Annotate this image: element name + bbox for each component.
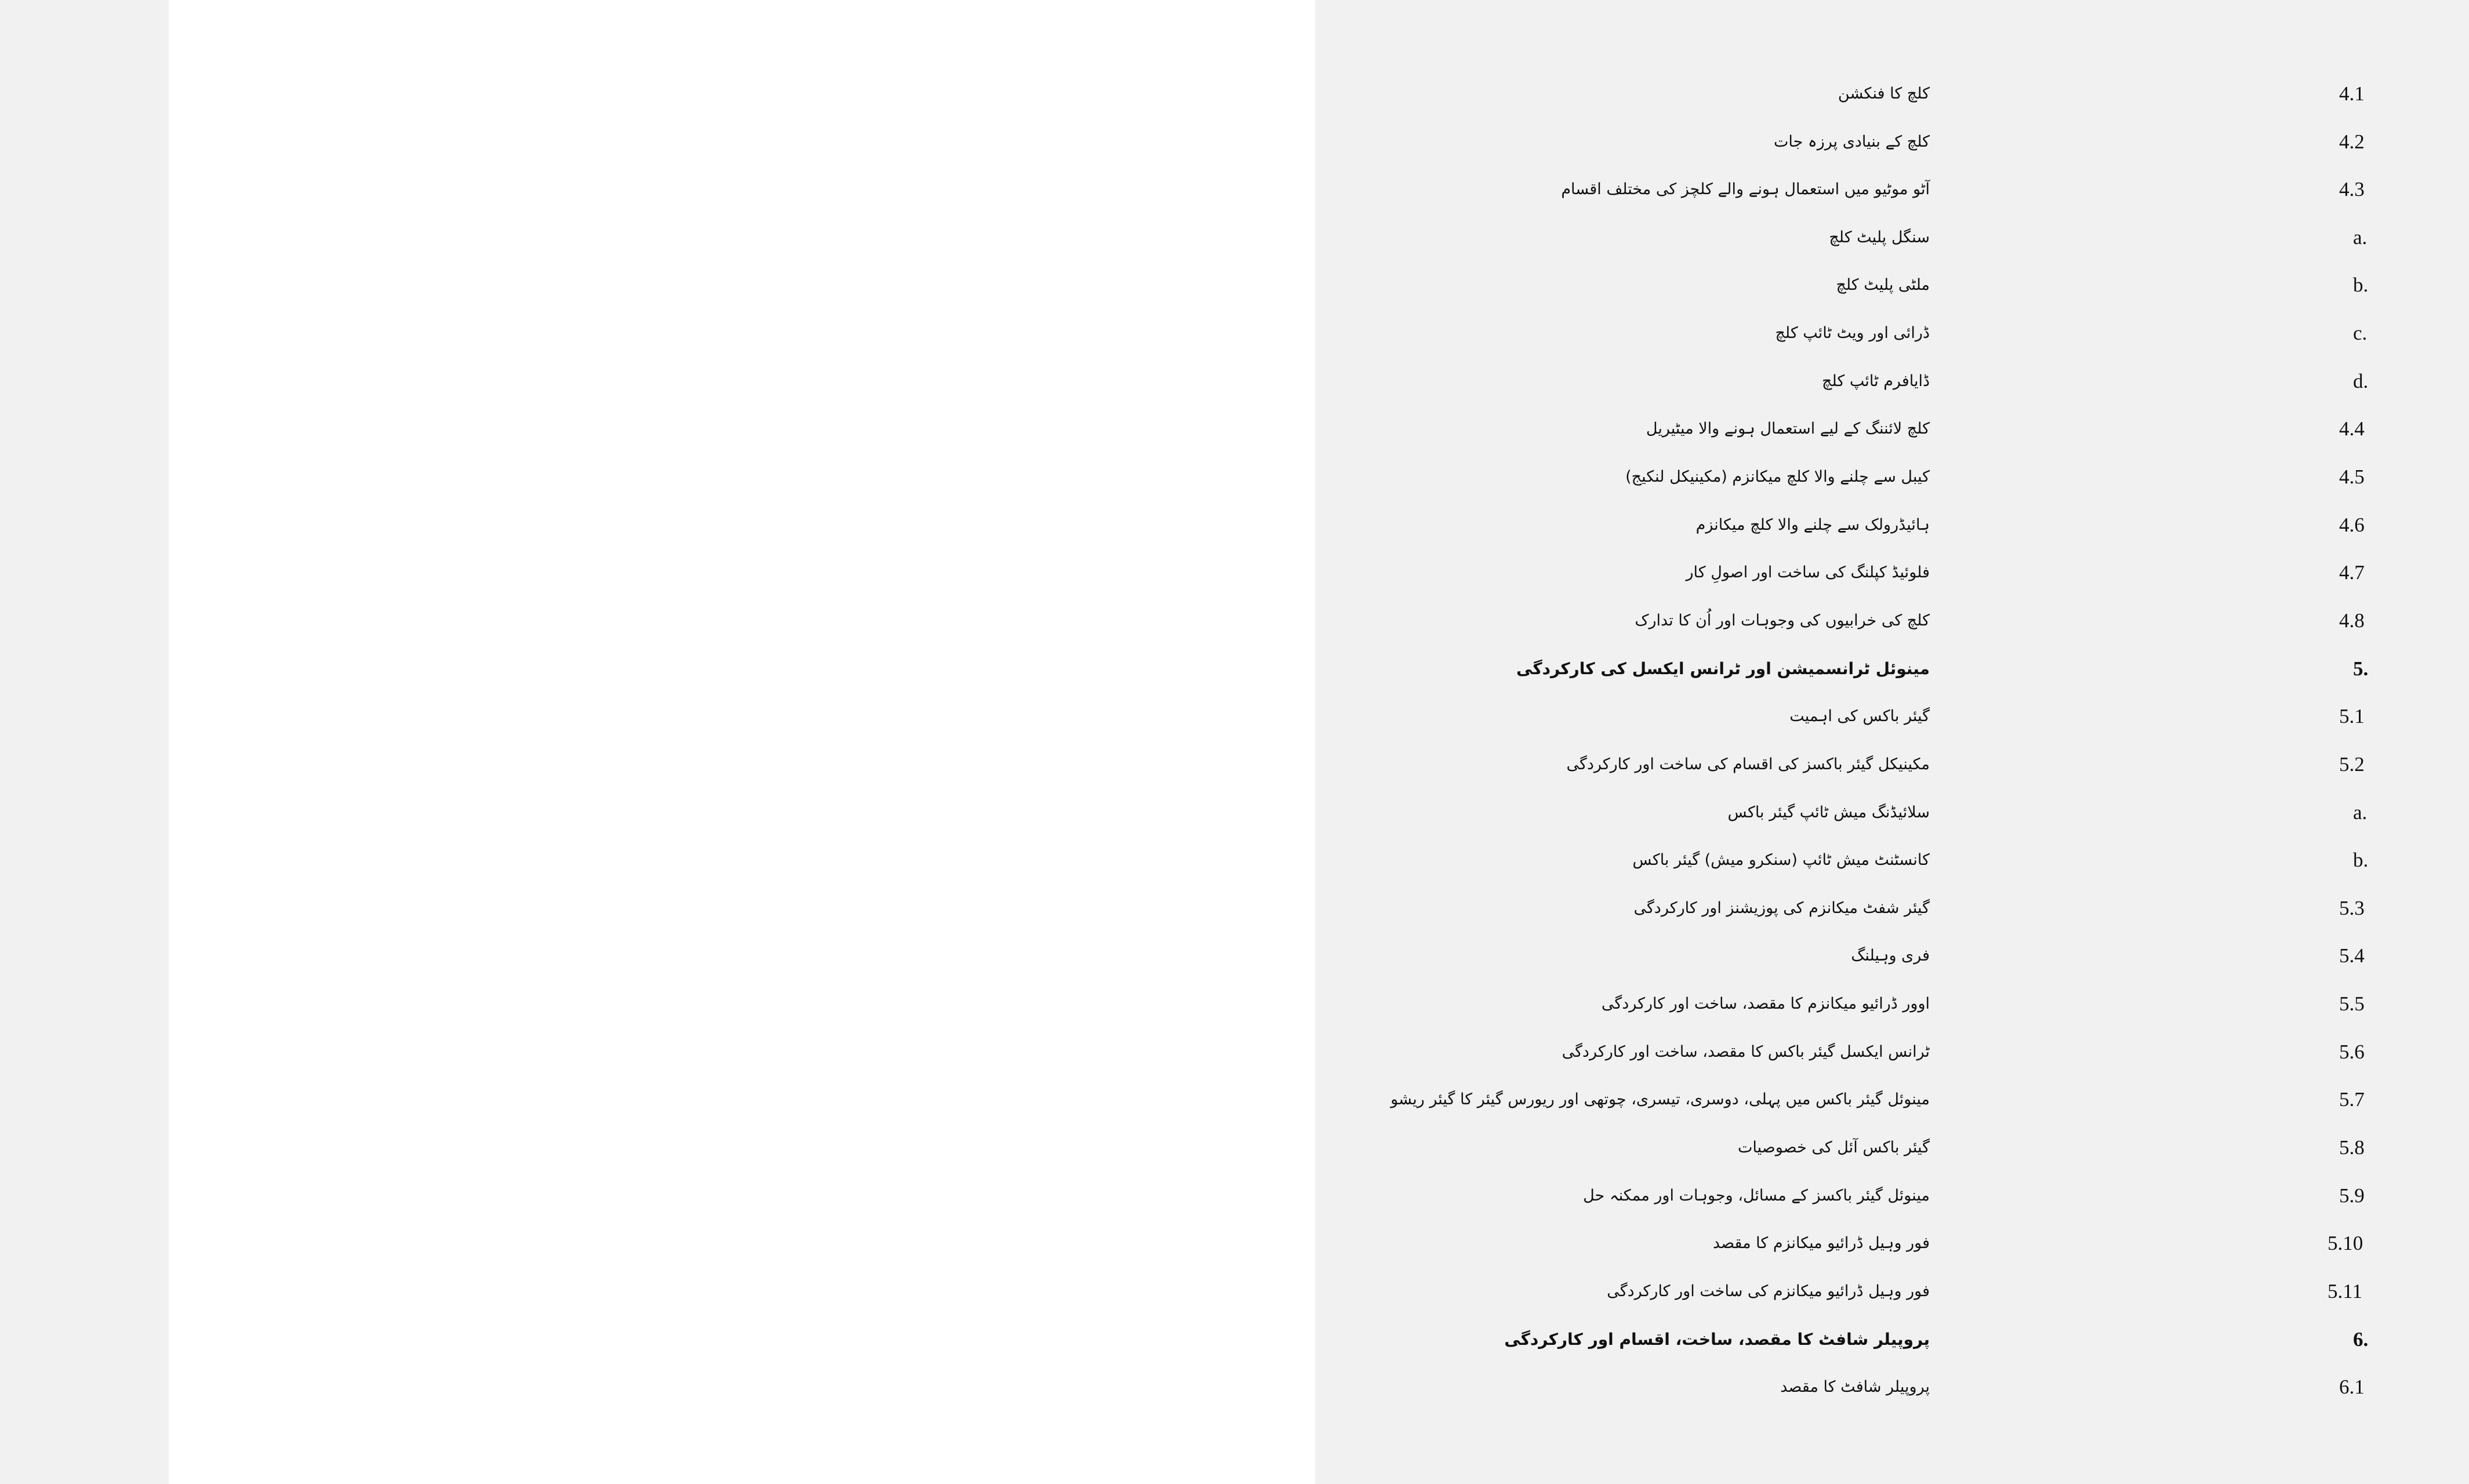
toc-entry-title: کانسٹنٹ میش ٹائپ (سنکرو میش) گیئر باکس	[1632, 851, 1930, 869]
toc-entry-number: 5.4	[2339, 944, 2365, 967]
toc-entry-title: کلچ کے بنیادی پرزہ جات	[1773, 133, 1930, 151]
toc-entry-number: 5.5	[2339, 992, 2365, 1015]
toc-entry-number: 5.6	[2339, 1041, 2365, 1063]
toc-entry-title: پروپیلر شافٹ کا مقصد، ساخت، اقسام اور کارکردگی	[1504, 1330, 1930, 1349]
toc-entry-title: ڈرائی اور ویٹ ٹائپ کلچ	[1775, 324, 1930, 342]
toc-entry-number: 5.1	[2339, 705, 2365, 728]
toc-entry-number: 4.1	[2339, 82, 2365, 105]
toc-entry-title: مینوئل گیئر باکس میں پہلی، دوسری، تیسری، چوتھی اور ریورس گیئر کا گیئر ریشو	[1390, 1090, 1930, 1108]
toc-entry-number: 4.6	[2339, 514, 2365, 536]
toc-entry-title: سلائیڈنگ میش ٹائپ گیئر باکس	[1727, 803, 1930, 821]
toc-entry-title: ٹرانس ایکسل گیئر باکس کا مقصد، ساخت اور کارکردگی	[1562, 1043, 1930, 1061]
toc-entry-number: b.	[2353, 274, 2369, 296]
toc-entry-title: اوور ڈرائیو میکانزم کا مقصد، ساخت اور کارکردگی	[1601, 995, 1930, 1013]
toc-entry-number: b.	[2353, 849, 2369, 871]
toc-entry-number: 6.1	[2339, 1376, 2365, 1398]
toc-entry-number: a.	[2353, 226, 2368, 249]
toc-entry-number: a.	[2353, 801, 2368, 824]
toc-entry-number: 4.2	[2339, 130, 2365, 153]
toc-entry-title: ڈایافرم ٹائپ کلچ	[1822, 372, 1930, 390]
toc-entry-title: کلچ لائننگ کے لیے استعمال ہونے والا میٹیریل	[1646, 420, 1930, 438]
toc-entry-title: گیئر باکس کی اہمیت	[1789, 707, 1930, 725]
toc-entry-number: 5.11	[2328, 1280, 2362, 1303]
toc-entry-title: مینوئل ٹرانسمیشن اور ٹرانس ایکسل کی کارکردگی	[1516, 659, 1930, 678]
toc-entry-title: مکینیکل گیئر باکسز کی اقسام کی ساخت اور کارکردگی	[1566, 755, 1930, 773]
toc-entry-title: پروپیلر شافٹ کا مقصد	[1780, 1378, 1930, 1396]
toc-entry-title: گیئر شفٹ میکانزم کی پوزیشنز اور کارکردگی	[1633, 899, 1930, 917]
document-page	[169, 0, 2369, 1484]
toc-entry-title: ہائیڈرولک سے چلنے والا کلچ میکانزم	[1695, 516, 1930, 534]
toc-entry-title: گیئر باکس آئل کی خصوصیات	[1738, 1139, 1930, 1156]
toc-entry-title: فلوئیڈ کپلنگ کی ساخت اور اصولِ کار	[1686, 563, 1930, 581]
toc-entry-title: فور وہیل ڈرائیو میکانزم کا مقصد	[1712, 1234, 1930, 1252]
toc-entry-number: 5.9	[2339, 1184, 2365, 1207]
toc-entry-number: 4.3	[2339, 178, 2365, 201]
toc-entry-number: 4.5	[2339, 465, 2365, 488]
toc-entry-title: آٹو موٹیو میں استعمال ہونے والے کلچز کی مختلف اقسام	[1561, 180, 1930, 198]
table-of-contents	[169, 0, 2369, 1484]
toc-entry-number: 6.	[2353, 1328, 2369, 1351]
toc-entry-title: فری وہیلنگ	[1851, 947, 1930, 965]
toc-entry-title: ملٹی پلیٹ کلچ	[1836, 276, 1930, 294]
toc-entry-title: سنگل پلیٹ کلچ	[1829, 228, 1930, 246]
toc-entry-number: 5.2	[2339, 753, 2365, 776]
toc-entry-number: 4.7	[2339, 561, 2365, 584]
toc-entry-number: 5.8	[2339, 1136, 2365, 1159]
toc-entry-number: d.	[2353, 370, 2369, 392]
toc-entry-title: کیبل سے چلنے والا کلچ میکانزم (مکینیکل لنکیج)	[1625, 468, 1930, 486]
toc-entry-number: 5.3	[2339, 897, 2365, 919]
toc-entry-title: کلچ کا فنکشن	[1838, 85, 1930, 103]
toc-entry-title: کلچ کی خرابیوں کی وجوہات اور اُن کا تدارک	[1635, 612, 1930, 630]
toc-entry-title: مینوئل گیئر باکسز کے مسائل، وجوہات اور ممکنہ حل	[1583, 1187, 1930, 1205]
toc-entry-number: 4.8	[2339, 609, 2365, 632]
toc-entry-number: 5.10	[2328, 1232, 2363, 1254]
toc-entry-number: 4.4	[2339, 417, 2365, 440]
toc-entry-number: 5.7	[2339, 1088, 2365, 1111]
toc-entry-number: 5.	[2353, 657, 2369, 680]
toc-entry-number: c.	[2353, 322, 2368, 344]
toc-entry-title: فور وہیل ڈرائیو میکانزم کی ساخت اور کارکردگی	[1607, 1282, 1930, 1300]
